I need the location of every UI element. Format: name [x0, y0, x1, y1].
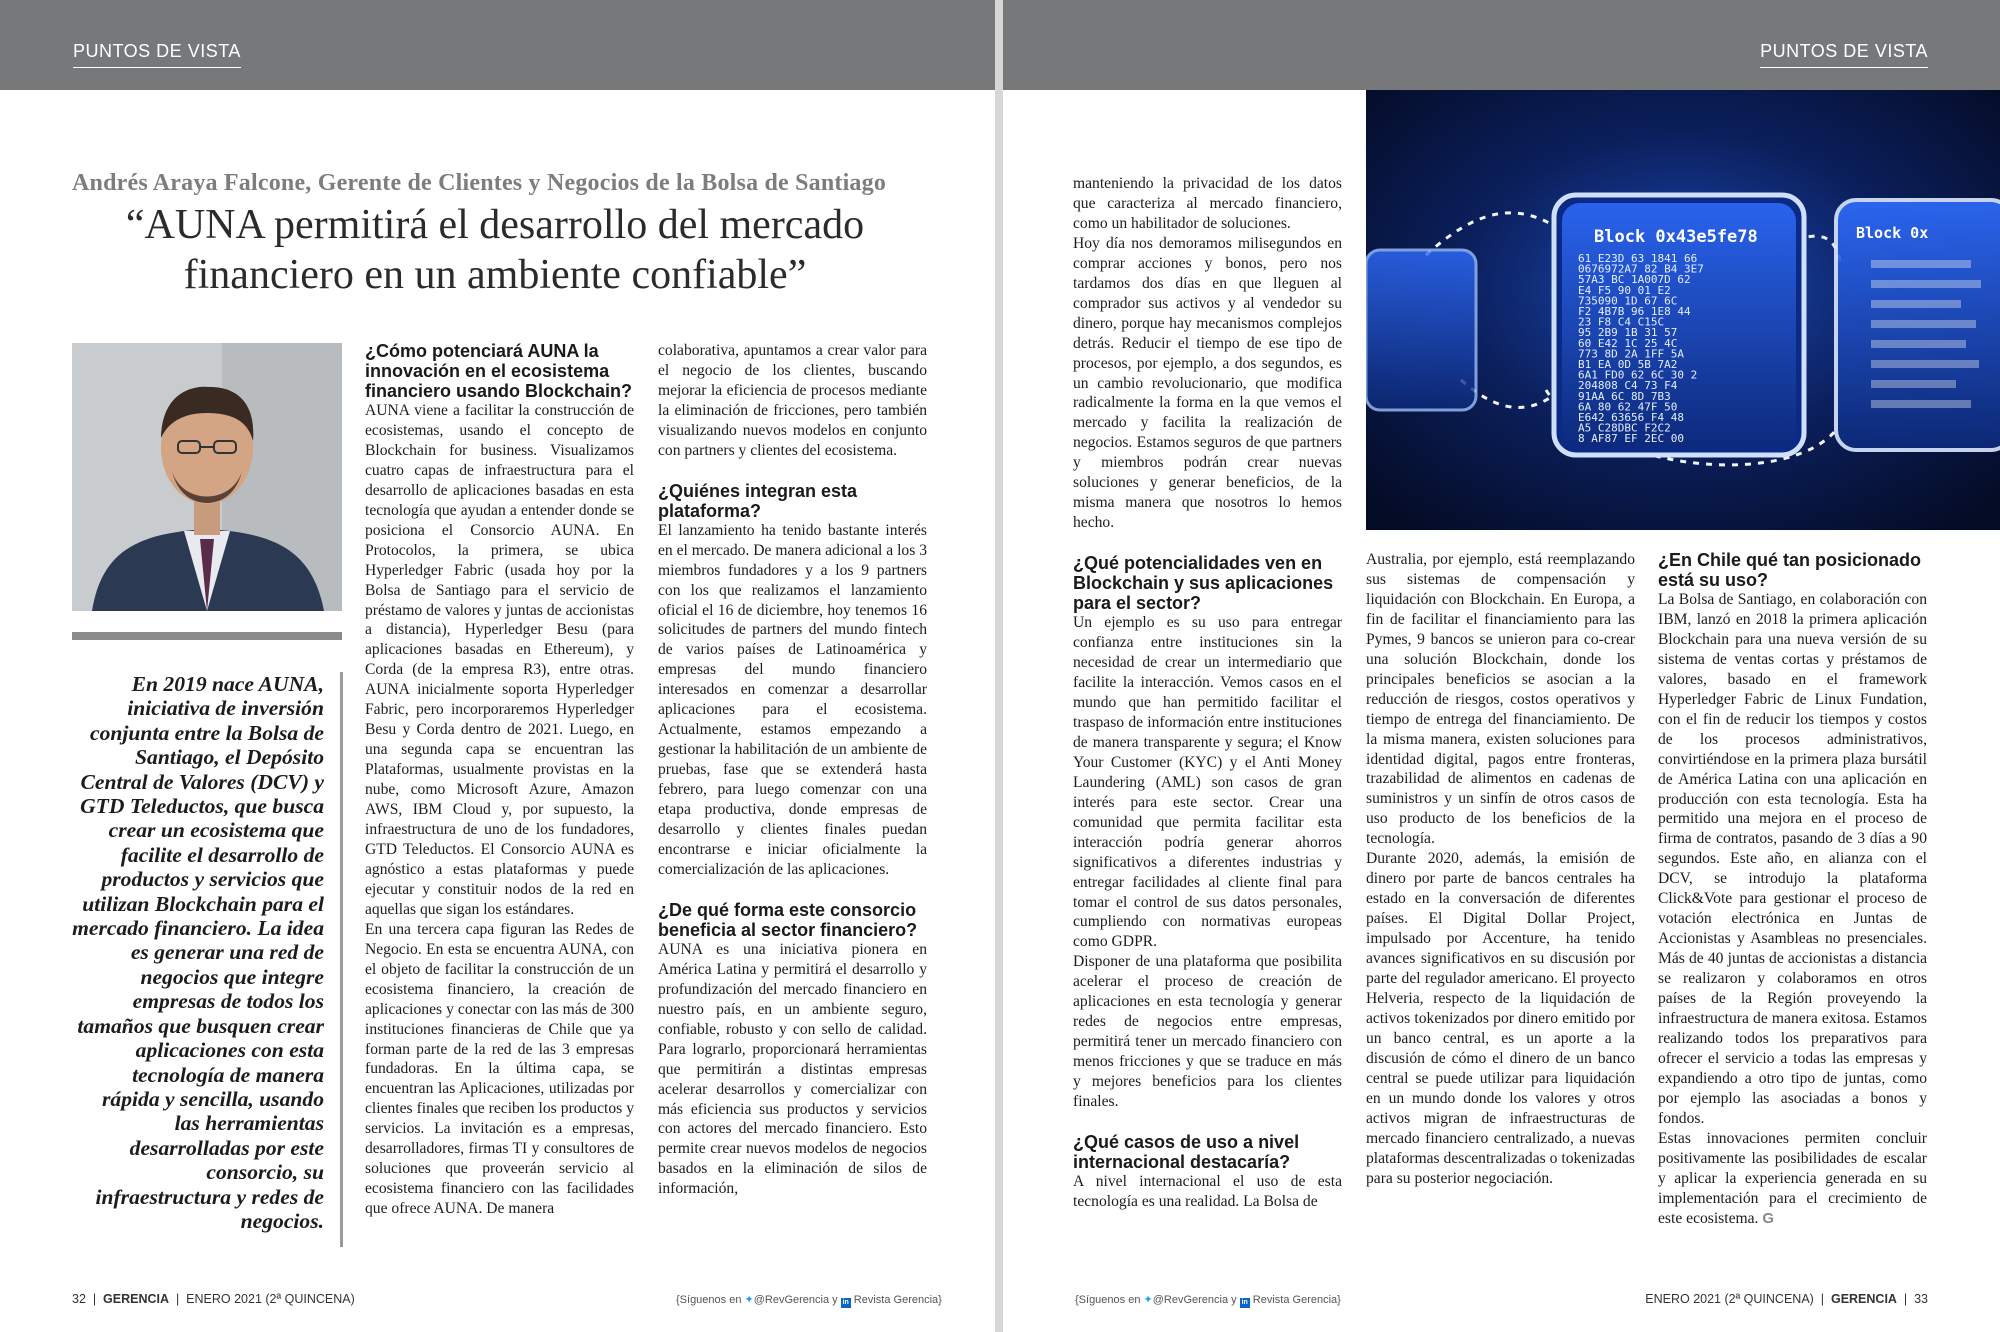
twitter-handle[interactable]: @RevGerencia y — [1152, 1294, 1237, 1306]
body-paragraph: Disponer de una plataforma que posibilita acelerar el proceso de creación de aplicaciones en esta tecnología y generar redes de negocios entre empresas, permitirá tener un mercado financiero con menos fricciones y que se traduce en más y mejores beneficios para los clientes finales. — [1073, 953, 1342, 1111]
social-follow: {Síguenos en ✦@RevGerencia y in Revista Gerencia} — [676, 1294, 942, 1306]
hex-line: 735090 1D 67 6C — [1578, 294, 1678, 308]
left-page — [0, 0, 995, 1332]
header-bar — [0, 0, 995, 90]
linkedin-name[interactable]: Revista Gerencia} — [1252, 1294, 1341, 1306]
question-heading: ¿Cómo potenciará AUNA la innovación en el ecosistema financiero usando Blockchain? — [365, 341, 633, 401]
blockchain-illustration — [1366, 90, 2000, 530]
magazine-name: GERENCIA — [103, 1292, 170, 1306]
footer-right: ENERO 2021 (2ª QUINCENA) | GERENCIA | 33 — [1645, 1292, 1928, 1306]
linkedin-icon: in — [842, 1299, 849, 1306]
pull-quote-rule — [340, 672, 343, 1247]
question-heading: ¿En Chile qué tan posicionado está su uso? — [1658, 550, 1922, 590]
hex-line: F2 4B7B 96 1E8 44 — [1578, 305, 1691, 318]
magazine-name: GERENCIA — [1830, 1292, 1897, 1306]
headline: “AUNA permitirá el desarrollo del mercado financiero en un ambiente confiable” — [125, 202, 865, 299]
footer-left: 32 | GERENCIA | ENERO 2021 (2ª QUINCENA) — [72, 1292, 355, 1306]
page-number: 32 — [72, 1292, 86, 1306]
chain-block-left — [1366, 250, 1476, 410]
hex-line: 773 8D 2A 1FF 5A — [1578, 347, 1684, 361]
social-follow: {Síguenos en ✦@RevGerencia y in Revista Gerencia} — [1075, 1294, 1341, 1306]
block-label: Block 0x43e5fe78 — [1594, 227, 1758, 247]
right-column-3 — [1658, 550, 1927, 1229]
body-paragraph: A nivel internacional el uso de esta tecnología es una realidad. La Bolsa de — [1073, 1172, 1342, 1210]
hex-line: 95 2B9 1B 31 57 — [1578, 326, 1678, 340]
body-paragraph: Durante 2020, además, la emisión de dinero por parte de bancos centrales ha estado en la conversación de diferentes países. El Digital Dollar Project, impulsado por Accenture, ha tenido avances significativos en su discusión por parte del regulador americano. El proyecto Helveria, respecto de la liquidación de activos tokenizados por dinero emitido por un banco central, es un aporte a la discusión de cómo el dinero de un banco central se puede utilizar para liquidación en un mundo donde los valores y otros activos migran de infraestructuras de mercado financiero centralizado, a nuevas plataformas descentralizadas o tokenizadas para su posterior negociación. — [1366, 850, 1635, 1187]
hex-line: 6A 80 62 47F 50 — [1578, 400, 1678, 414]
twitter-icon: ✦ — [1143, 1294, 1153, 1306]
header-bar — [1003, 0, 2000, 90]
twitter-handle[interactable]: @RevGerencia y — [753, 1294, 838, 1306]
body-paragraph: Estas innovaciones permiten concluir positivamente las posibilidades de escalar y aplicar la experiencia generada en su implementación para el crecimiento de este ecosistema. G — [1658, 1129, 1927, 1227]
hex-line: 61 E23D 63 1841 66 — [1578, 252, 1698, 265]
right-column-1 — [1073, 174, 1342, 1212]
hex-line: 57A3 BC 1A007D 62 — [1578, 273, 1691, 287]
photo-divider — [72, 632, 342, 640]
twitter-icon: ✦ — [744, 1294, 754, 1306]
pull-quote: En 2019 nace AUNA, iniciativa de inversión conjunta entre la Bolsa de Santiago, el Depósito Central de Valores (DCV) y GTD Teleductos, que busca crear un ecosistema que facilite el desarrollo de productos y servicios que utilizan Blockchain para el mercado financiero. La idea es generar una red de negocios que integre empresas de todos los tamaños que busquen crear aplicaciones con esta tecnología de manera rápida y sencilla, usando las herramientas desarrolladas por este consorcio, su infraestructura y redes de negocios. — [72, 672, 324, 1233]
question-heading: ¿Qué potencialidades ven en Blockchain y sus aplicaciones para el sector? — [1073, 553, 1334, 614]
question-heading: ¿De qué forma este consorcio beneficia al sector financiero? — [658, 899, 918, 940]
section-label: PUNTOS DE VISTA — [1760, 41, 1928, 68]
body-paragraph: AUNA viene a facilitar la construcción de ecosistemas, usando el concepto de Blockchain for business. Visualizamos cuatro capas de infraestructura para el desarrollo de aplicaciones basadas en esta tecnología que ayudan a entender donde se posiciona el Consorcio AUNA. En Protocolos, la primera, se ubica Hyperledger Fabric (usada hoy por la Bolsa de Santiago para el servicio de préstamo de valores y juntas de accionistas a distancia), Hyperledger Besu (para aplicaciones basadas en Ethereum), y Corda (de la empresa R3), entre otras. AUNA inicialmente soporta Hyperledger Fabric, pero incorporaremos Hyperledger Besu y Corda dentro de 2021. Luego, en una segunda capa se encuentran las Plataformas, usualmente provistas en la nube, como Microsoft Azure, Amazon AWS, IBM Cloud y, por supuesto, la infraestructura de uno de los fundadores, GTD Teleductos. El Consorcio AUNA es agnóstico a estas plataformas y puede ejecutar y constituir nodos de la red en aquellas que sigan los estándares. — [365, 402, 634, 918]
section-label: PUNTOS DE VISTA — [73, 41, 241, 68]
body-paragraph: Un ejemplo es su uso para entregar confianza entre instituciones sin la necesidad de crear un intermediario que facilite la interacción. Vemos casos en el mundo que han permitido facilitar el traspaso de información entre instituciones de manera transparente y segura; el Know Your Customer (KYC) y el Anti Money Laundering (AML) son casos de gran interés para este sector. Crear una comunidad que permita facilitar esta interacción podría generar ahorros significativos a diferentes industrias y entregar facilidades al cliente final para tomar el control de sus datos personales, cumpliendo con normativas europeas como GDPR. — [1073, 614, 1342, 951]
hex-line: B1 EA 0D 5B 7A2 — [1578, 358, 1678, 371]
question-heading: ¿Qué casos de uso a nivel internacional destacaría? — [1073, 1131, 1300, 1172]
right-column-2 — [1366, 550, 1635, 1189]
hex-line: 60 E42 1C 25 4C — [1578, 336, 1678, 350]
question-heading: ¿Quiénes integran esta plataforma? — [658, 480, 858, 521]
linkedin-icon: in — [1241, 1299, 1248, 1306]
body-paragraph: El lanzamiento ha tenido bastante interés en el mercado. De manera adicional a los 3 miembros fundadores y a los 9 partners con los que realizamos el lanzamiento oficial el 16 de diciembre, hoy tenemos 16 solicitudes de partners del mundo fintech de varios países de Latinoamérica y empresas del mundo financiero interesados en comenzar a desarrollar aplicaciones para el ecosistema. Actualmente, estamos empezando a gestionar la habilitación de un ambiente de pruebas, fase que se extenderá hasta febrero, para luego comenzar con una etapa productiva, donde empresas de desarrollo y clientes finales puedan encontrarse e iniciar oficialmente la comercialización de las aplicaciones. — [658, 521, 927, 878]
hex-line: E642 63656 F4 48 — [1578, 411, 1684, 424]
hex-line: 6A1 FD0 62 6C 30 2 — [1578, 368, 1698, 382]
hex-line: 8 AF87 EF 2EC 00 — [1578, 432, 1684, 446]
body-paragraph: Australia, por ejemplo, está reemplazando sus sistemas de compensación y liquidación con Blockchain. En Europa, a fin de facilitar el financiamiento para las Pymes, 9 bancos se unieron para co-crear una solución Blockchain, donde los principales beneficios se asocian a la reducción de riesgos, costos operativos y tiempo de entrega del financiamiento. De la misma manera, existen soluciones para identidad digital, pagos entre fronteras, trazabilidad de alimentos en cadenas de suministros y un sinfín de otros casos de uso producto de los beneficios de la tecnología. — [1366, 551, 1635, 848]
hex-line: E4 F5 90 01 E2 — [1578, 283, 1671, 297]
body-paragraph: La Bolsa de Santiago, en colaboración con IBM, lanzó en 2018 la primera aplicación Blockchain para una nueva versión de su sistema de ventas cortas y préstamos de valores, basado en el framework Hyperledger Fabric de Linux Fundation, con el fin de reducir los tiempos y costos de los procesos administrativos, convirtiéndose en la primera plaza bursátil de América Latina con una aplicación en producción con esta tecnología. Esta ha permitido una mejora en el proceso de firma de contratos, pasando de 3 días a 90 segundos. Este año, en alianza con el DCV, se introdujo la plataforma Click&Vote para gestionar el proceso de votación electrónica en Juntas de Accionistas y Asambleas no presenciales. Más de 40 juntas de accionistas a distancia se realizaron y colaboramos en otros países de la Región proveyendo la infraestructura de manera exitosa. Estamos realizando todos los preparativos para ofrecer el servicio a todas las empresas y expandiendo a otro tipo de juntas, como por ejemplo las asociadas a bonos y fondos. — [1658, 591, 1927, 1127]
issue-date: ENERO 2021 (2ª QUINCENA) — [1645, 1292, 1814, 1306]
left-column-2 — [658, 341, 927, 1199]
body-paragraph: En una tercera capa figuran las Redes de Negocio. En esta se encuentra AUNA, con el objeto de facilitar la construcción de un ecosistema financiero, la creación de aplicaciones y conectar con las más de 300 instituciones financieras de Chile que ya forman parte de la red de las 3 empresas fundadoras. En la última capa, se encuentran las Aplicaciones, utilizadas por clientes finales que reciben los productos y servicios. La invitación es a empresas, desarrolladores, firmas TI y consultores de soluciones que proveerán servicio al ecosistema financiero con las facilidades que ofrece AUNA. De manera — [365, 920, 634, 1218]
byline: Andrés Araya Falcone, Gerente de Clientes y Negocios de la Bolsa de Santiago — [72, 170, 887, 196]
hex-line: A5 C28DBC F2C2 — [1578, 421, 1671, 435]
linkedin-name[interactable]: Revista Gerencia} — [853, 1294, 942, 1306]
hex-line: 0676972A7 82 B4 3E7 — [1578, 262, 1704, 276]
body-paragraph: colaborativa, apuntamos a crear valor para el negocio de los clientes, buscando mejorar la eficiencia de procesos mediante la eliminación de fricciones, pero también visualizando nuevos modelos en conjunto con partners y clientes del ecosistema. — [658, 342, 927, 459]
end-mark-icon: G — [1762, 1209, 1775, 1227]
right-page — [1003, 0, 2000, 1332]
left-column-1 — [365, 341, 634, 1219]
body-paragraph: AUNA es una iniciativa pionera en América Latina y permitirá el desarrollo y profundización del mercado financiero en nuestro país, en un ambiente seguro, confiable, robusto y con sello de calidad. Para lograrlo, proporcionará herramientas que permitirán a distintas empresas acelerar desarrollos y comercializar con más eficiencia sus productos y servicios con actores del mercado financiero. Esto permite crear nuevos modelos de negocios basados en la eliminación de silos de información, — [658, 940, 927, 1198]
issue-date: ENERO 2021 (2ª QUINCENA) — [186, 1292, 355, 1306]
block-label-right: Block 0x — [1856, 224, 1929, 242]
body-paragraph: manteniendo la privacidad de los datos que caracteriza al mercado financiero, como un habilitador de soluciones. — [1073, 175, 1342, 232]
hex-line: 23 F8 C4 C15C — [1578, 315, 1665, 329]
body-paragraph: Hoy día nos demoramos milisegundos en comprar acciones y bonos, pero nos tardamos dos días en que lleguen al comprador sus activos y al vendedor su dinero, porque hay mecanismos complejos detrás. Reducir el tiempo de ese tipo de procesos, por ejemplo, a dos segundos, es un cambio revolucionario, que modifica radicalmente la forma en la que vemos el mercado y facilita la realización de negocios. Estamos seguros de que partners y miembros podrán crear nuevas soluciones y generar beneficios, de la misma manera que nosotros lo hemos hecho. — [1073, 234, 1342, 532]
portrait-photo — [72, 343, 342, 611]
page-number: 33 — [1914, 1292, 1928, 1306]
hex-line: 204808 C4 73 F4 — [1578, 379, 1678, 393]
hex-line: 91AA 6C 8D 7B3 — [1578, 389, 1671, 403]
